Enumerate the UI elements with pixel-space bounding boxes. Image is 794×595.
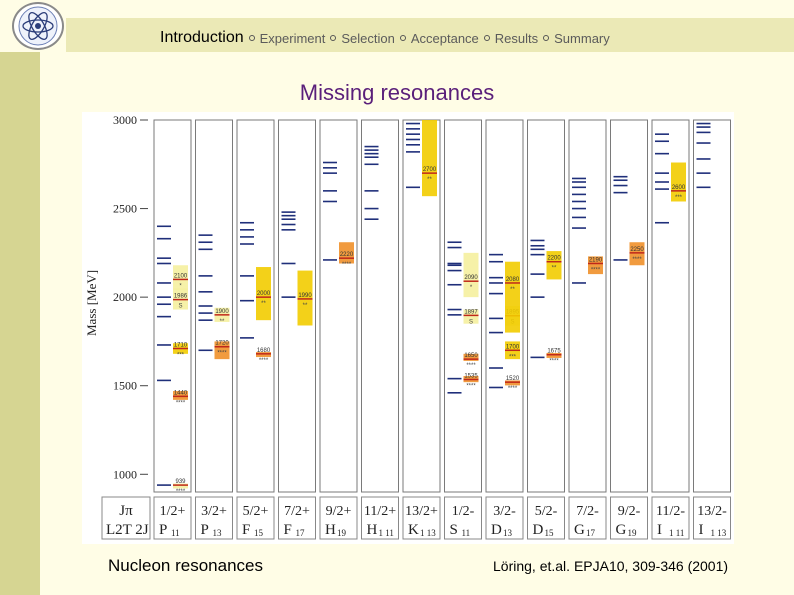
resonance-column-2 bbox=[196, 120, 233, 539]
y-tick-label: 1000 bbox=[113, 467, 137, 482]
experimental-mass-label: 1986 bbox=[173, 293, 188, 300]
nav-results[interactable]: Results bbox=[494, 30, 539, 46]
breadcrumb-navigation bbox=[160, 27, 610, 49]
experimental-rating: **** bbox=[590, 267, 601, 274]
footer-caption: Nucleon resonances bbox=[108, 556, 263, 575]
column-frame bbox=[445, 120, 482, 492]
column-partial-wave-label: P bbox=[159, 522, 168, 538]
footer-citation: Löring, et.al. EPJA10, 309-346 (2001) bbox=[493, 558, 729, 574]
column-partial-wave-subscript: 15 bbox=[544, 528, 554, 538]
experimental-mass-label: 1675 bbox=[547, 348, 561, 355]
experimental-rating: ** bbox=[302, 302, 308, 309]
y-tick-label: 3000 bbox=[113, 113, 137, 127]
experimental-mass-label: 1990 bbox=[298, 292, 312, 299]
experimental-rating: **** bbox=[175, 489, 186, 496]
experimental-mass-label: 1440 bbox=[173, 390, 188, 397]
experimental-rating: *** bbox=[508, 354, 517, 361]
nav-acceptance[interactable]: Acceptance bbox=[410, 30, 479, 46]
experimental-mass-label: 2220 bbox=[339, 252, 354, 259]
experimental-rating: **** bbox=[549, 358, 559, 365]
column-frame bbox=[611, 120, 648, 492]
experimental-rating: **** bbox=[466, 363, 476, 370]
institution-logo bbox=[12, 2, 64, 50]
resonance-column-7 bbox=[403, 120, 440, 539]
column-jp-label: 3/2+ bbox=[201, 504, 227, 519]
experimental-mass-label: 1535 bbox=[464, 373, 478, 380]
resonance-column-14 bbox=[694, 120, 731, 539]
column-partial-wave-label: D bbox=[491, 522, 502, 538]
nav-introduction[interactable]: Introduction bbox=[160, 29, 244, 46]
column-partial-wave-label: H bbox=[366, 522, 378, 538]
resonance-column-1 bbox=[154, 120, 191, 539]
experimental-rating: **** bbox=[175, 400, 186, 407]
experimental-rating: **** bbox=[258, 357, 269, 364]
column-jp-label: 1/2- bbox=[451, 504, 475, 519]
experimental-rating: ** bbox=[551, 265, 557, 272]
column-frame bbox=[320, 120, 357, 492]
resonance-column-11 bbox=[569, 120, 606, 539]
experimental-mass-label: 1520 bbox=[505, 376, 520, 383]
experimental-rating: *** bbox=[674, 194, 683, 201]
experimental-mass-label: 2090 bbox=[464, 275, 478, 282]
resonance-column-5 bbox=[320, 120, 357, 539]
experimental-mass-label: 1650 bbox=[464, 353, 478, 360]
column-jp-label: 7/2- bbox=[576, 504, 599, 519]
column-partial-wave-subscript: 19 bbox=[627, 528, 637, 538]
column-frame bbox=[569, 120, 606, 492]
experimental-mass-label: 1897 bbox=[464, 309, 478, 316]
column-partial-wave-label: I bbox=[657, 522, 662, 538]
experimental-mass-label: 2600 bbox=[671, 184, 686, 191]
row-header-jpi: Jπ bbox=[119, 503, 133, 519]
experimental-rating: **** bbox=[217, 350, 227, 357]
column-frame bbox=[362, 120, 399, 492]
column-jp-label: 13/2- bbox=[697, 504, 727, 519]
nav-separator-dot bbox=[400, 35, 406, 41]
column-frame bbox=[694, 120, 731, 492]
experimental-mass-label: 2100 bbox=[173, 273, 188, 280]
experimental-mass-label: 1900 bbox=[215, 308, 229, 315]
column-partial-wave-subscript: 1 13 bbox=[710, 528, 727, 538]
experimental-mass-label: 1680 bbox=[256, 347, 271, 354]
nav-separator-dot bbox=[543, 35, 549, 41]
experimental-rating: S bbox=[178, 303, 183, 310]
column-jp-label: 5/2- bbox=[534, 504, 558, 519]
experimental-mass-label: 1700 bbox=[505, 344, 520, 351]
experimental-rating: ** bbox=[219, 318, 225, 325]
column-jp-label: 5/2+ bbox=[242, 504, 269, 519]
experimental-mass-label: 2000 bbox=[256, 291, 271, 298]
column-partial-wave-subscript: 11 bbox=[171, 528, 180, 538]
column-jp-label: 11/2- bbox=[655, 504, 686, 519]
resonance-spectrum-panel bbox=[82, 112, 734, 544]
experimental-rating: * bbox=[469, 285, 473, 292]
y-tick-label: 2500 bbox=[113, 201, 137, 216]
column-jp-label: 9/2+ bbox=[325, 504, 352, 519]
experimental-rating: *** bbox=[176, 352, 185, 359]
experimental-rating: ** bbox=[427, 177, 432, 184]
experimental-mass-label: 2190 bbox=[588, 257, 603, 264]
experimental-mass-label: 2250 bbox=[630, 246, 644, 253]
experimental-rating: ** bbox=[261, 301, 266, 308]
column-jp-label: 13/2+ bbox=[405, 504, 438, 519]
column-partial-wave-subscript: 11 bbox=[461, 528, 471, 538]
column-partial-wave-label: S bbox=[449, 522, 458, 538]
column-partial-wave-label: F bbox=[283, 522, 292, 538]
experimental-rating: **** bbox=[507, 386, 518, 393]
experimental-mass-label: 939 bbox=[175, 479, 186, 486]
column-partial-wave-subscript: 13 bbox=[212, 528, 222, 538]
resonance-column-4 bbox=[279, 120, 316, 539]
resonance-column-9 bbox=[486, 120, 523, 539]
column-partial-wave-subscript: 17 bbox=[295, 528, 305, 538]
experimental-rating: **** bbox=[466, 383, 476, 390]
column-jp-label: 1/2+ bbox=[159, 504, 186, 519]
row-header-l2t2j: L2T 2J bbox=[106, 522, 149, 538]
column-partial-wave-subscript: 15 bbox=[254, 528, 263, 538]
nav-selection[interactable]: Selection bbox=[341, 30, 395, 46]
column-partial-wave-label: P bbox=[200, 522, 209, 538]
resonance-column-13 bbox=[652, 120, 689, 539]
y-tick-label: 2000 bbox=[113, 290, 137, 305]
column-partial-wave-label: D bbox=[532, 522, 544, 538]
resonance-column-10 bbox=[528, 120, 565, 539]
column-frame bbox=[528, 120, 565, 492]
column-partial-wave-label: I bbox=[698, 522, 704, 538]
column-partial-wave-subscript: 1 11 bbox=[669, 528, 685, 538]
column-partial-wave-label: F bbox=[242, 522, 251, 538]
column-jp-label: 3/2- bbox=[493, 504, 516, 519]
experimental-rating: * bbox=[179, 283, 182, 290]
experimental-rating: **** bbox=[341, 262, 352, 269]
column-jp-label: 9/2- bbox=[617, 504, 641, 519]
column-partial-wave-subscript: 19 bbox=[337, 528, 346, 538]
nav-separator-dot bbox=[484, 35, 490, 41]
experimental-mass-label: 1710 bbox=[173, 342, 188, 349]
experimental-rating: ** bbox=[510, 286, 515, 293]
experimental-band bbox=[422, 120, 437, 196]
resonance-column-12 bbox=[611, 120, 648, 539]
resonance-column-3 bbox=[237, 120, 274, 539]
column-partial-wave-label: H bbox=[325, 522, 336, 538]
column-partial-wave-label: K bbox=[408, 522, 419, 538]
column-jp-label: 11/2+ bbox=[363, 504, 397, 519]
experimental-rating: S bbox=[468, 319, 474, 326]
column-jp-label: 7/2+ bbox=[284, 504, 310, 519]
nav-experiment[interactable]: Experiment bbox=[259, 30, 326, 46]
column-partial-wave-subscript: 17 bbox=[586, 528, 595, 538]
resonance-spectrum-chart bbox=[82, 112, 734, 544]
column-partial-wave-label: G bbox=[574, 522, 585, 538]
experimental-mass-label: 2200 bbox=[547, 255, 561, 262]
column-partial-wave-label: G bbox=[615, 522, 627, 538]
resonance-column-6 bbox=[362, 120, 399, 539]
nav-separator-dot bbox=[249, 35, 255, 41]
experimental-rating: **** bbox=[632, 256, 642, 263]
y-tick-label: 1500 bbox=[113, 378, 137, 393]
column-partial-wave-subscript: 13 bbox=[503, 528, 512, 538]
column-partial-wave-subscript: 1 11 bbox=[378, 528, 394, 538]
slide-title: Missing resonances bbox=[299, 80, 495, 105]
experimental-mass-label: 2080 bbox=[505, 276, 520, 283]
y-axis-label: Mass [MeV] bbox=[84, 269, 99, 336]
nav-separator-dot bbox=[330, 35, 336, 41]
experimental-band bbox=[505, 262, 520, 333]
column-partial-wave-subscript: 1 13 bbox=[420, 528, 436, 538]
nav-summary[interactable]: Summary bbox=[554, 30, 610, 46]
experimental-mass-label: 1720 bbox=[215, 340, 229, 347]
experimental-mass-label: 2700 bbox=[422, 167, 437, 174]
resonance-column-8 bbox=[445, 120, 482, 539]
